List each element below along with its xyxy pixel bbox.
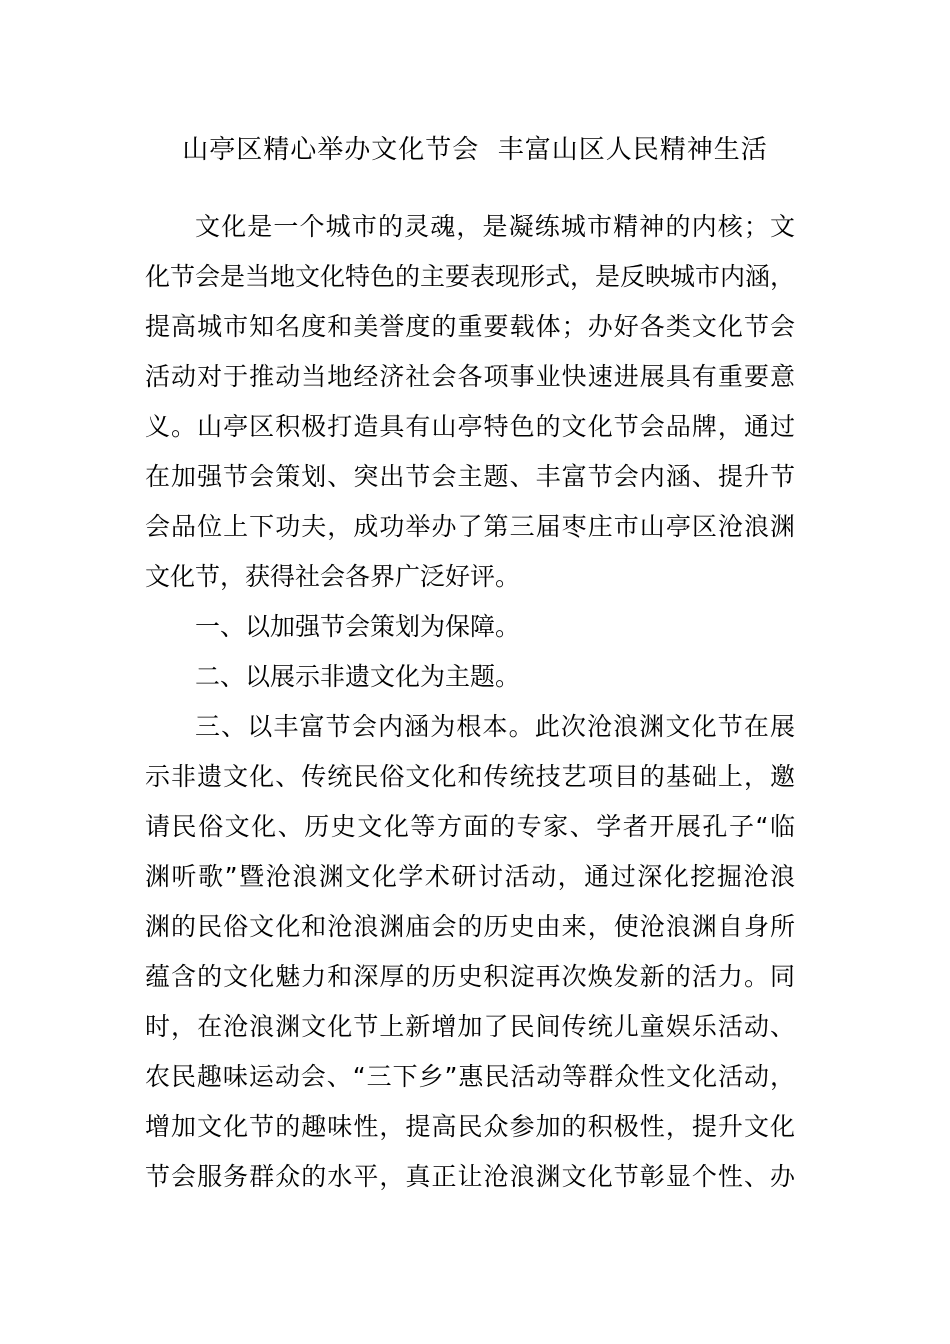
paragraph-line: 文化是一个城市的灵魂，是凝练城市精神的内核；文 — [195, 212, 795, 241]
paragraph-line: 会品位上下功夫，成功举办了第三届枣庄市山亭区沧浪渊 — [145, 512, 795, 541]
paragraph-line: 文化节，获得社会各界广泛好评。 — [145, 562, 521, 591]
paragraph-line: 蕴含的文化魅力和深厚的历史积淀再次焕发新的活力。同 — [145, 962, 795, 991]
paragraph-line: 化节会是当地文化特色的主要表现形式，是反映城市内涵， — [145, 262, 795, 291]
paragraph-line: 渊的民俗文化和沧浪渊庙会的历史由来，使沧浪渊自身所 — [145, 912, 795, 941]
paragraph-line: 请民俗文化、历史文化等方面的专家、学者开展孔子“临 — [145, 812, 795, 841]
paragraph-line: 节会服务群众的水平，真正让沧浪渊文化节彰显个性、办 — [145, 1162, 795, 1191]
paragraph-line: 农民趣味运动会、“三下乡”惠民活动等群众性文化活动， — [145, 1062, 795, 1091]
paragraph-line: 示非遗文化、传统民俗文化和传统技艺项目的基础上，邀 — [145, 762, 795, 791]
document-title: 山亭区精心举办文化节会 丰富山区人民精神生活 — [182, 135, 768, 165]
paragraph-line: 渊听歌”暨沧浪渊文化学术研讨活动，通过深化挖掘沧浪 — [145, 862, 795, 891]
section-heading: 二、以展示非遗文化为主题。 — [195, 662, 521, 691]
section-heading: 一、以加强节会策划为保障。 — [195, 612, 521, 641]
paragraph-line: 时，在沧浪渊文化节上新增加了民间传统儿童娱乐活动、 — [145, 1012, 795, 1041]
paragraph-line: 增加文化节的趣味性，提高民众参加的积极性，提升文化 — [145, 1112, 795, 1141]
document-body — [145, 202, 795, 1202]
paragraph-line: 义。山亭区积极打造具有山亭特色的文化节会品牌，通过 — [145, 412, 795, 441]
paragraph-line: 活动对于推动当地经济社会各项事业快速进展具有重要意 — [145, 362, 795, 391]
paragraph-line: 在加强节会策划、突出节会主题、丰富节会内涵、提升节 — [145, 462, 795, 491]
paragraph-line: 三、以丰富节会内涵为根本。此次沧浪渊文化节在展 — [195, 712, 795, 741]
paragraph-line: 提高城市知名度和美誉度的重要载体；办好各类文化节会 — [145, 312, 795, 341]
